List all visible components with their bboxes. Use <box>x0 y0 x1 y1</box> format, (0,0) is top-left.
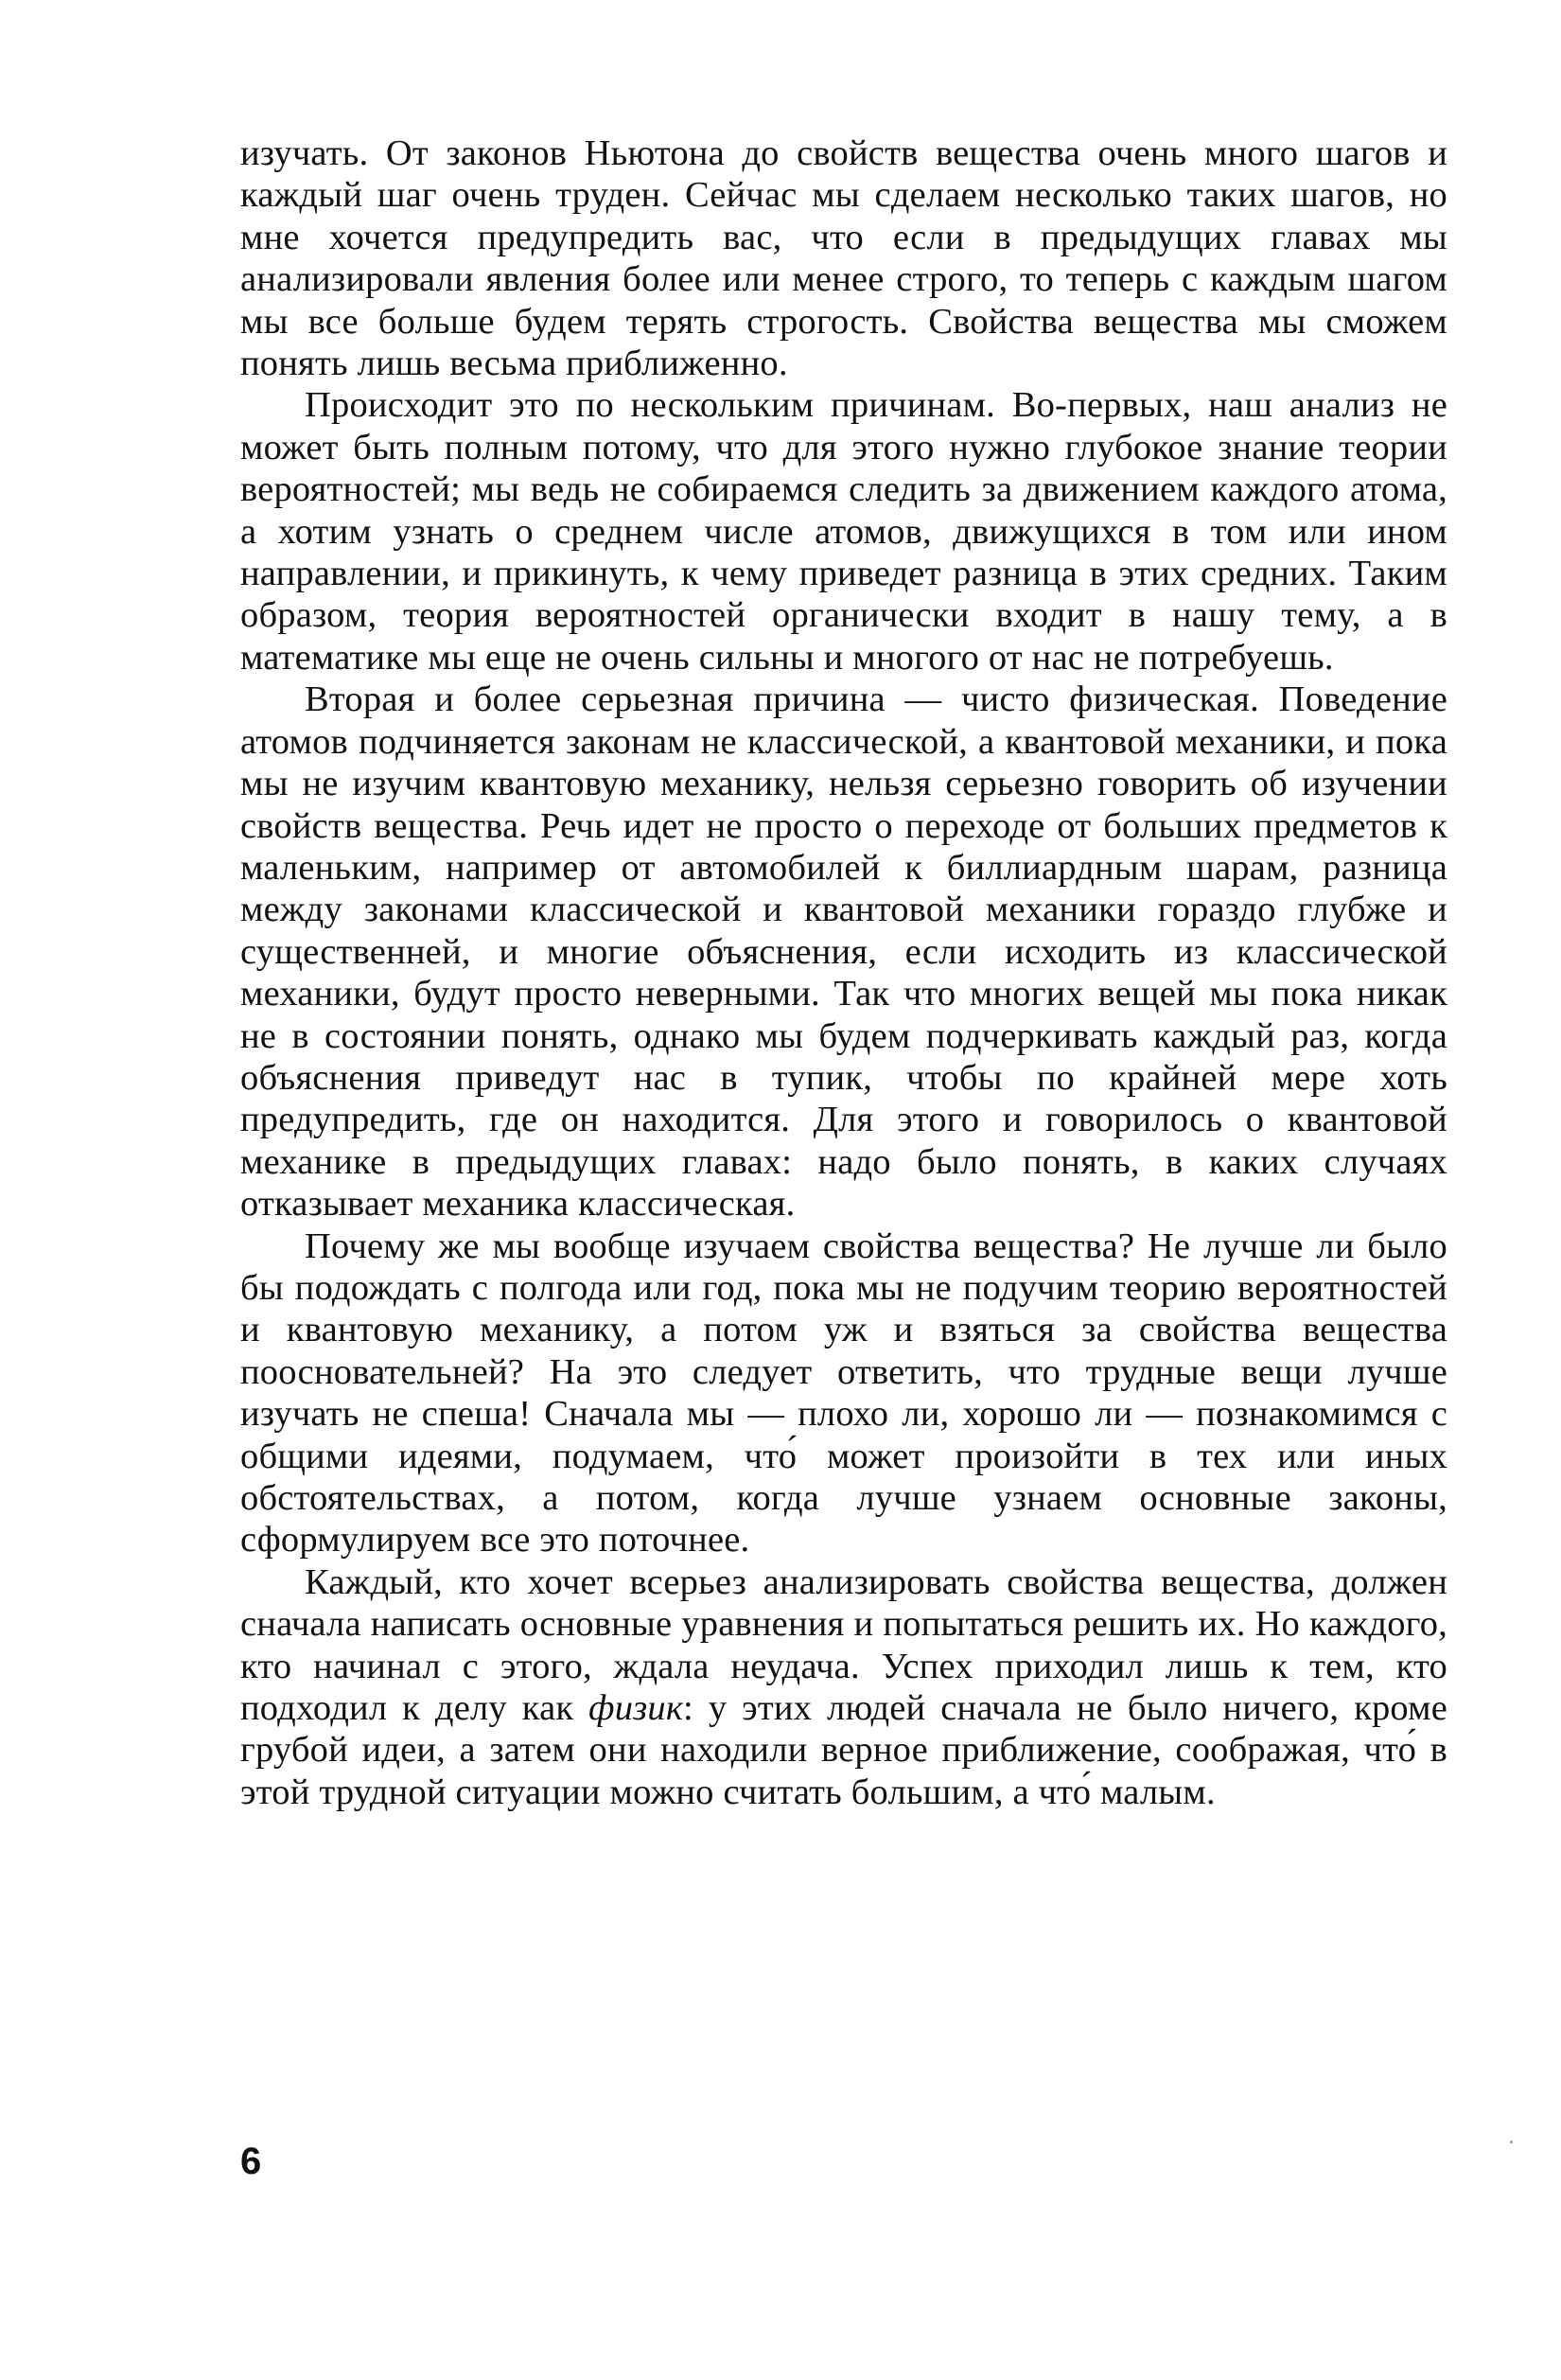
emphasized-word: физик <box>588 1688 684 1729</box>
page-body <box>240 132 1447 1813</box>
paragraph-2: Происходит это по нескольким причинам. Во-первых, наш анализ не может быть полным потому, что для этого нужно глубокое знание теории вероятностей; мы ведь не собираемся следить за движением каждого атома, а хотим узнать о среднем числе атомов, движущихся в том или ином направлении, и прикинуть, к чему приведет разница в этих средних. Таким образом, теория вероятностей органически входит в нашу тему, а в математике мы еще не очень сильны и многого от нас не потребуешь. <box>240 385 1447 678</box>
paragraph-5 <box>240 1561 1447 1813</box>
page-number: 6 <box>240 2141 262 2182</box>
paragraph-5-text-end: : у этих людей сначала не было ничего, кроме грубой идеи, а затем они находили верное приближение, соображая, что́ в этой трудной ситуации можно считать большим, а что́ малым. <box>240 1688 1448 1812</box>
paragraph-5-text-start: Каждый, кто хочет всерьез анализировать свойства вещества, должен сначала написать основные уравнения и попытаться решить их. Но каждого, кто начинал с этого, ждала неудача. Успех приходил лишь к тем, кто подходил к делу как <box>240 1561 1447 1729</box>
paragraph-1: изучать. От законов Ньютона до свойств вещества очень много шагов и каждый шаг очень труден. Сейчас мы сделаем несколько таких шагов, но мне хочется предупредить вас, что если в предыдущих главах мы анализировали явления более или менее строго, то теперь с каждым шагом мы все больше будем терять строгость. Свойства вещества мы сможем понять лишь весьма приближенно. <box>240 133 1447 384</box>
paragraph-4: Почему же мы вообще изучаем свойства вещества? Не лучше ли было бы подождать с полгода или год, пока мы не подучим теорию вероятностей и квантовую механику, а потом уж и взяться за свойства вещества поосновательней? На это следует ответить, что трудные вещи лучше изучать не спеша! Сначала мы — плохо ли, хорошо ли — познакомимся с общими идеями, подумаем, что́ может произойти в тех или иных обстоятельствах, а потом, когда лучше узнаем основные законы, сформулируем все это поточнее. <box>240 1225 1447 1560</box>
scan-speck <box>1510 2141 1513 2143</box>
paragraph-3: Вторая и более серьезная причина — чисто физическая. Поведение атомов подчиняется законам не классической, а квантовой механики, и пока мы не изучим квантовую механику, нельзя серьезно говорить об изучении свойств вещества. Речь идет не просто о переходе от больших предметов к маленьким, например от автомобилей к биллиардным шарам, разница между законами классической и квантовой механики гораздо глубже и существенней, и многие объяснения, если исходить из классической механики, будут просто неверными. Так что многих вещей мы пока никак не в состоянии понять, однако мы будем подчеркивать каждый раз, когда объяснения приведут нас в тупик, чтобы по крайней мере хоть предупредить, где он находится. Для этого и говорилось о квантовой механике в предыдущих главах: надо было понять, в каких случаях отказывает механика классическая. <box>240 679 1447 1225</box>
